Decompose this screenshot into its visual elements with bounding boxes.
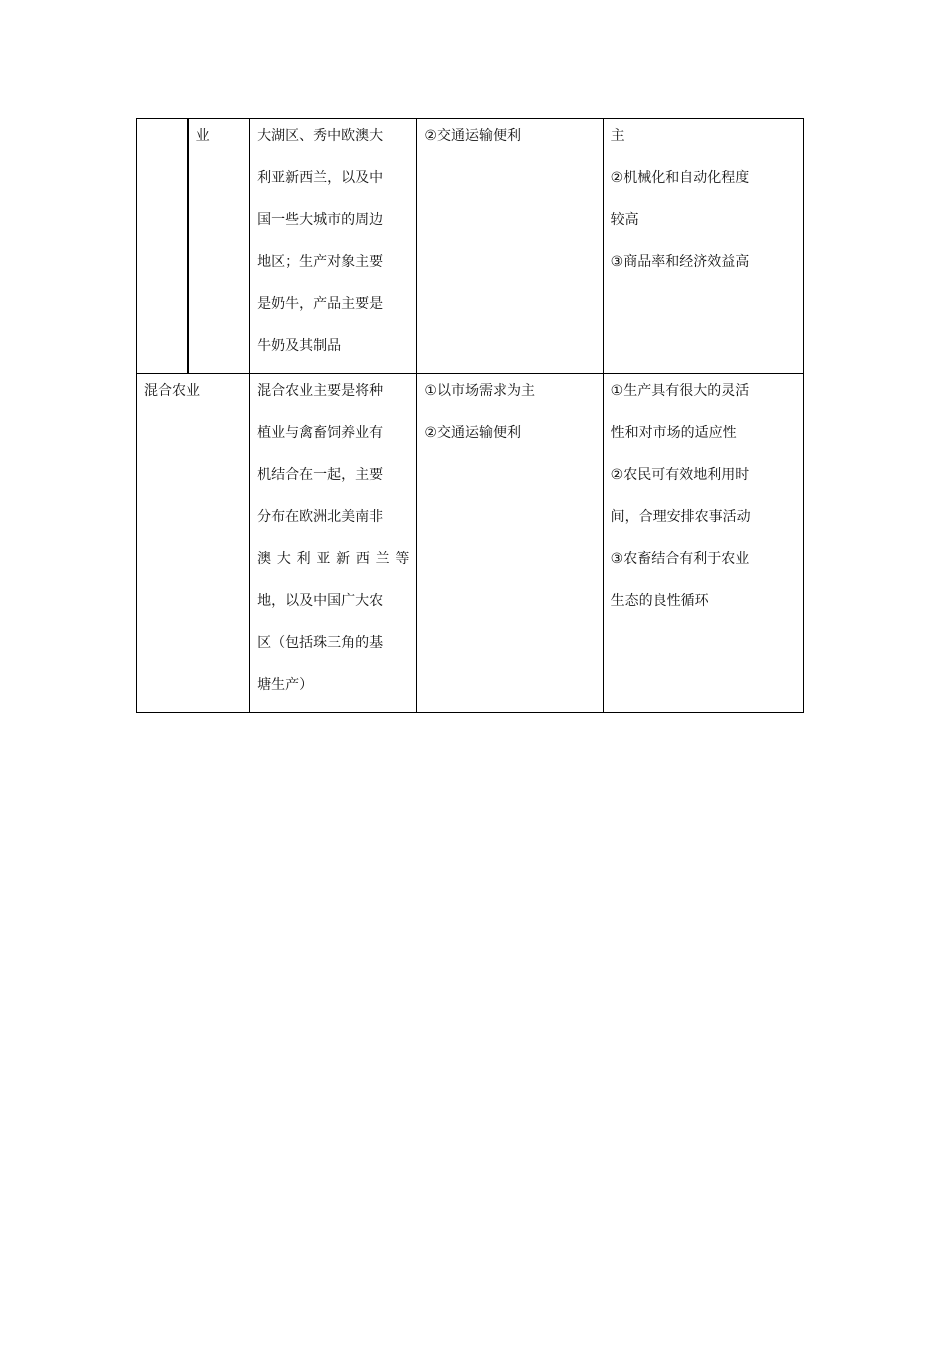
cell-text-block xyxy=(611,370,796,622)
text-line: 分布在欧洲北美南非 xyxy=(257,509,384,525)
text-line: ②机械化和自动化程度 xyxy=(610,170,750,186)
text-line: ③农畜结合有利于农业 xyxy=(610,551,750,567)
cell-distribution-description xyxy=(250,374,417,713)
cell-text: 业 xyxy=(195,128,210,144)
text-line: ①以市场需求为主 xyxy=(424,383,535,399)
text-line: 利亚新西兰，以及中 xyxy=(257,170,384,186)
cell-features xyxy=(603,374,803,713)
text-line: ③商品率和经济效益高 xyxy=(610,254,750,270)
cell-location-conditions xyxy=(417,119,603,374)
text-line: 地区；生产对象主要 xyxy=(257,254,384,270)
text-line: 大湖区、秀中欧澳大 xyxy=(257,128,384,144)
text-line: 间，合理安排农事活动 xyxy=(610,509,751,525)
text-line: 澳大利亚新西兰等 xyxy=(257,551,410,567)
text-line: 性和对市场的适应性 xyxy=(610,425,737,441)
table-row-dairy-farming xyxy=(137,119,804,374)
cell-text-block xyxy=(257,115,409,367)
cell-distribution-description xyxy=(250,119,417,374)
agriculture-comparison-table xyxy=(136,118,804,713)
text-line: ②农民可有效地利用时 xyxy=(610,467,750,483)
text-line: ②交通运输便利 xyxy=(424,128,521,144)
text-line: 牛奶及其制品 xyxy=(257,338,342,354)
table-row-mixed-farming xyxy=(137,374,804,713)
text-line: 主 xyxy=(610,128,625,144)
cell-text-block xyxy=(424,370,595,454)
text-line: 植业与禽畜饲养业有 xyxy=(257,425,384,441)
text-line: 较高 xyxy=(610,212,639,228)
text-line: 机结合在一起，主要 xyxy=(257,467,384,483)
cell-features xyxy=(603,119,803,374)
cell-type-name xyxy=(188,119,250,374)
cell-text-block xyxy=(611,115,796,283)
text-line: 塘生产） xyxy=(257,677,314,693)
text-line: 区（包括珠三角的基 xyxy=(257,635,384,651)
text-line: 是奶牛，产品主要是 xyxy=(257,296,384,312)
cell-text-block xyxy=(424,115,595,157)
cell-category-blank xyxy=(137,119,188,374)
text-line: ②交通运输便利 xyxy=(424,425,521,441)
cell-text-block xyxy=(257,370,409,706)
cell-type-name xyxy=(137,374,250,713)
text-line: 国一些大城市的周边 xyxy=(257,212,384,228)
cell-text: 混合农业 xyxy=(144,383,200,399)
text-line: ①生产具有很大的灵活 xyxy=(610,383,750,399)
text-line: 生态的良性循环 xyxy=(610,593,709,609)
text-line: 混合农业主要是将种 xyxy=(257,383,384,399)
text-line: 地，以及中国广大农 xyxy=(257,593,384,609)
cell-location-conditions xyxy=(417,374,603,713)
